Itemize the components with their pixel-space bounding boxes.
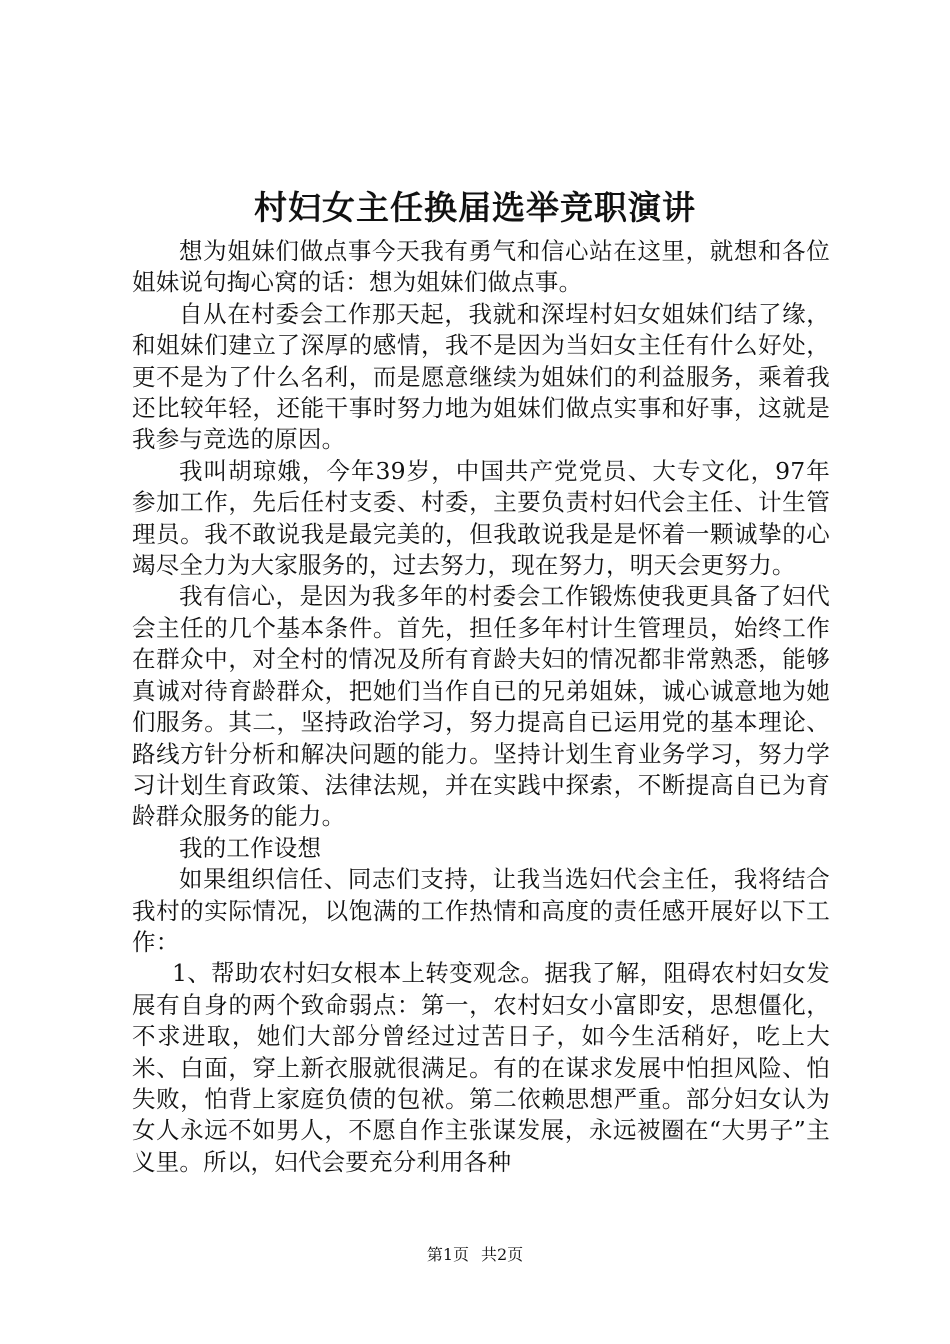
paragraph: 如果组织信任、同志们支持，让我当选妇代会主任，我将结合我村的实际情况，以饱满的工作热情和高度的责任感开展好以下工作： — [132, 865, 830, 956]
page-number-current: 第1页 — [426, 1245, 469, 1264]
numbered-paragraph: 1、帮助农村妇女根本上转变观念。据我了解，阻碍农村妇女发展有自身的两个致命弱点：第一，农村妇女小富即安，思想僵化，不求进取，她们大部分曾经过过苦日子，如今生活稍好，吃上大米、白面，穿上新衣服就很满足。有的在谋求发展中怕担风险、怕失败，怕背上家庭负债的包袱。第二依赖思想严重。部分妇女认为女人永远不如男人，不愿自作主张谋发展，永远被圈在“大男子”主义里。所以，妇代会要充分利用各种 — [132, 959, 830, 1176]
section-heading: 我的工作设想 — [179, 833, 322, 862]
paragraph: 我有信心，是因为我多年的村委会工作锻炼使我更具备了妇代会主任的几个基本条件。首先，担任多年村计生管理员，始终工作在群众中，对全村的情况及所有育龄夫妇的情况都非常熟悉，能够真诚对待育龄群众，把她们当作自已的兄弟姐妹，诚心诚意地为她们服务。其二，坚持政治学习，努力提高自已运用党的基本理论、路线方针分析和解决问题的能力。坚持计划生育业务学习，努力学习计划生育政策、法律法规，并在实践中探索，不断提高自已为育龄群众服务的能力。 — [132, 582, 830, 831]
page-number-total: 共2页 — [481, 1245, 524, 1264]
paragraph: 我叫胡琼娥，今年39岁，中国共产党党员、大专文化，97年参加工作，先后任村支委、村委，主要负责村妇代会主任、计生管理员。我不敢说我是最完美的，但我敢说我是是怀着一颗诚挚的心竭尽全力为大家服务的，过去努力，现在努力，明天会更努力。 — [132, 456, 830, 580]
page-footer — [0, 1244, 950, 1266]
document-body — [132, 236, 830, 1178]
document-title: 村妇女主任换届选举竞职演讲 — [254, 188, 696, 227]
paragraph: 想为姐妹们做点事今天我有勇气和信心站在这里，就想和各位姐妹说句掏心窝的话：想为姐妹们做点事。 — [132, 237, 830, 297]
paragraph: 自从在村委会工作那天起，我就和深埕村妇女姐妹们结了缘，和姐妹们建立了深厚的感情，我不是因为当妇女主任有什么好处，更不是为了什么名利，而是愿意继续为姐妹们的利益服务，乘着我还比较年轻，还能干事时努力地为姐妹们做点实事和好事，这就是我参与竞选的原因。 — [132, 299, 830, 454]
